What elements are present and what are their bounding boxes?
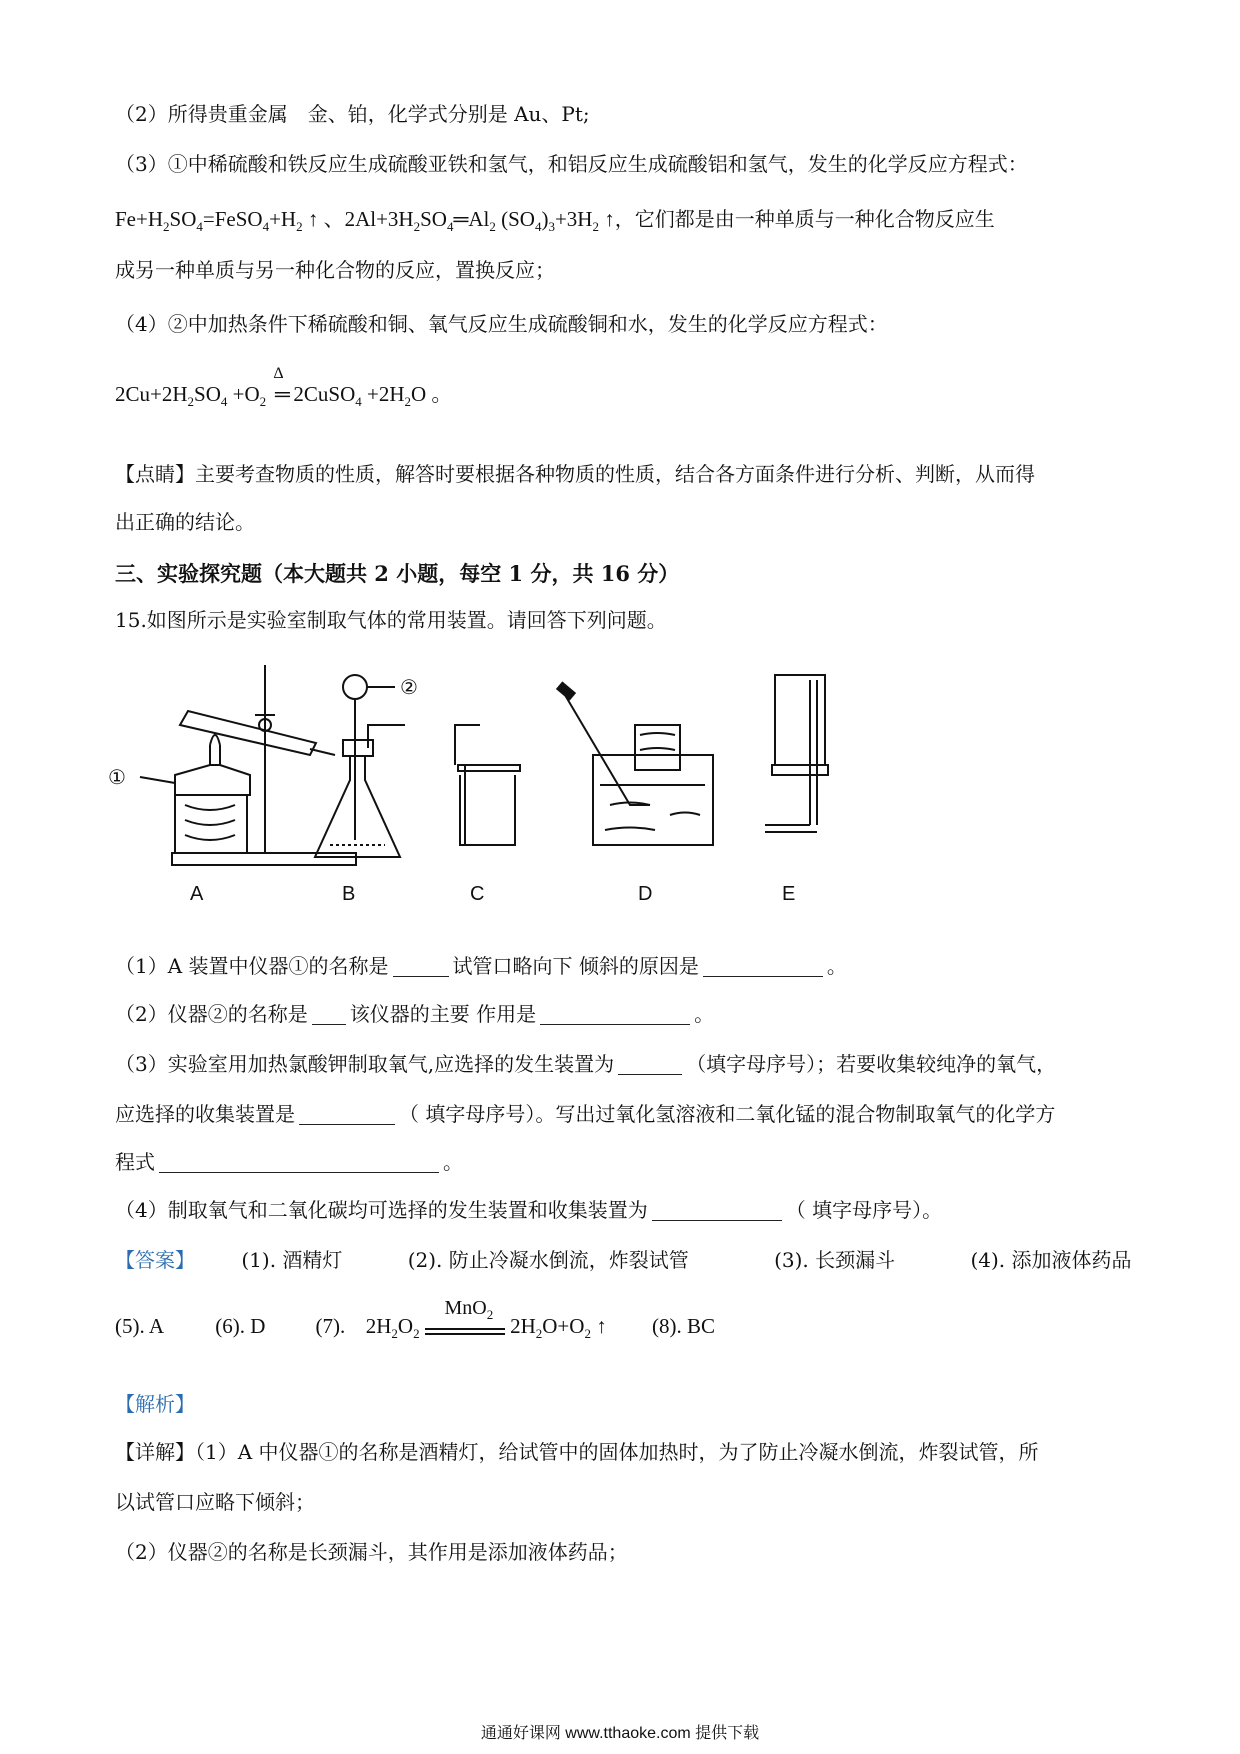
answer-7-equation: $2H_2O_2$ MnO$_2$ $2H_2O+O_2$ ↑ [365,1297,607,1341]
q15-3-text-d: （ 填字母序号）。写出过氧化氢溶液和二氧化锰的混合物制取氧气的化学方 [399,1102,1056,1126]
stand-base [172,853,356,865]
q15-2 [115,1000,714,1028]
answer-2: (2). 防止冷凝水倒流，炸裂试管 [407,1248,689,1272]
answer-row-2 [115,1297,715,1341]
blank-1[interactable] [393,956,449,977]
answer-tag: 【答案】 [115,1248,195,1272]
blank-7[interactable] [159,1152,439,1173]
q15-1-text-b: 试管口略向下 倾斜的原因是 [452,954,699,978]
blank-8[interactable] [652,1200,782,1221]
q15-1 [115,952,847,980]
q15-3-line3 [115,1148,463,1176]
q15-3-text-e: 程式 [115,1150,155,1174]
figure-label-c: C [470,883,485,905]
answer-6: (6). D [215,1314,266,1338]
delivery-tube-d [565,695,650,805]
alcohol-lamp [175,765,250,795]
q15-3-text-b: （填字母序号）；若要收集较纯净的氧气， [686,1052,1057,1076]
q15-2-text-c: 。 [694,1002,715,1026]
q15-3-text-c: 应选择的收集装置是 [115,1102,295,1126]
answer-line-5: （4）②中加热条件下稀硫酸和铜、氧气反应生成硫酸铜和水，发生的化学反应方程式： [115,312,888,336]
answer-row-1 [115,1246,1132,1274]
conical-flask [315,756,400,857]
q15-3-line2 [115,1100,1055,1128]
q15-4 [115,1196,942,1224]
blank-4[interactable] [540,1004,690,1025]
q15-4-text-b: （ 填字母序号）。 [785,1198,943,1222]
answer-8: (8). BC [651,1314,715,1338]
blank-3[interactable] [312,1004,346,1025]
equation-line-1-tail: ，它们都是由一种单质与一种化合物反应生 [614,207,995,231]
q15-2-text-a: （2）仪器②的名称是 [115,1002,308,1026]
dianjing-line-2: 出正确的结论。 [115,510,255,534]
q15-3-text-a: （3）实验室用加热氯酸钾制取氧气,应选择的发生装置为 [115,1052,615,1076]
marker-2: ② [400,677,418,699]
answer-4: (4). 添加液体药品 [970,1248,1132,1272]
section-title: 三、实验探究题（本大题共 2 小题，每空 1 分，共 16 分） [115,561,680,586]
question-15: 15.如图所示是实验室制取气体的常用装置。请回答下列问题。 [115,608,667,632]
q15-3-text-f: 。 [443,1150,463,1174]
jiexi-tag: 【解析】 [115,1392,195,1416]
blank-2[interactable] [703,956,823,977]
marker-1: ① [108,767,126,789]
figure-label-e: E [782,883,796,905]
answer-5: (5). A [115,1314,164,1338]
xiangjie-line-2: 以试管口应略下倾斜； [115,1490,315,1514]
q15-1-text-a: （1）A 装置中仪器①的名称是 [115,954,389,978]
q15-3-line1 [115,1050,1056,1078]
answer-3: (3). 长颈漏斗 [774,1248,896,1272]
figure-label-b: B [342,883,356,905]
gas-jar-c [460,775,515,845]
apparatus-figure [110,665,970,925]
page-footer: 通通好课网 www.tthaoke.com 提供下载 [480,1725,760,1742]
blank-6[interactable] [299,1104,395,1125]
xiangjie-line-3: （2）仪器②的名称是长颈漏斗，其作用是添加液体药品； [115,1540,628,1564]
equation-line-1: $Fe+H_2SO_4=FeSO_4+H_2$ ↑ 、$2Al+3H_2SO_4═Al_2$ $(SO_4)_3+3H_2$ ↑，它们都是由一种单质与一种化合物反应生 [115,207,995,234]
figure-label-a: A [190,883,204,905]
water-trough [593,755,713,845]
q15-2-text-b: 该仪器的主要 作用是 [349,1002,537,1026]
apparatus-diagram [110,665,970,925]
test-tube [180,711,316,755]
answer-line-2: （2）所得贵重金属 金、铂，化学式分别是 Au、Pt; [115,102,590,126]
answer-line-3: （3）①中稀硫酸和铁反应生成硫酸亚铁和氢气，和铝反应生成硫酸铝和氢气，发生的化学反应方程式： [115,152,1028,176]
blank-5[interactable] [618,1054,682,1075]
answer-line-4: 成另一种单质与另一种化合物的反应，置换反应； [115,258,555,282]
equation-line-2: $2Cu+2H_2SO_4 +O_2$ Δ ═ 2CuSO$_4$ $+2H_2O$ 。 [115,365,453,409]
q15-4-text-a: （4）制取氧气和二氧化碳均可选择的发生装置和收集装置为 [115,1198,648,1222]
figure-label-d: D [638,883,653,905]
xiangjie-line-1: 【详解】（1）A 中仪器①的名称是酒精灯，给试管中的固体加热时，为了防止冷凝水倒流，炸裂试管，所 [115,1440,1039,1464]
answer-1: (1). 酒精灯 [241,1248,343,1272]
answer-7: (7). [315,1314,346,1338]
funnel-bulb [343,675,367,699]
q15-1-text-c: 。 [826,954,847,978]
dianjing-line-1: 【点睛】主要考查物质的性质，解答时要根据各种物质的性质，结合各方面条件进行分析、判断，从而得 [115,462,1035,486]
